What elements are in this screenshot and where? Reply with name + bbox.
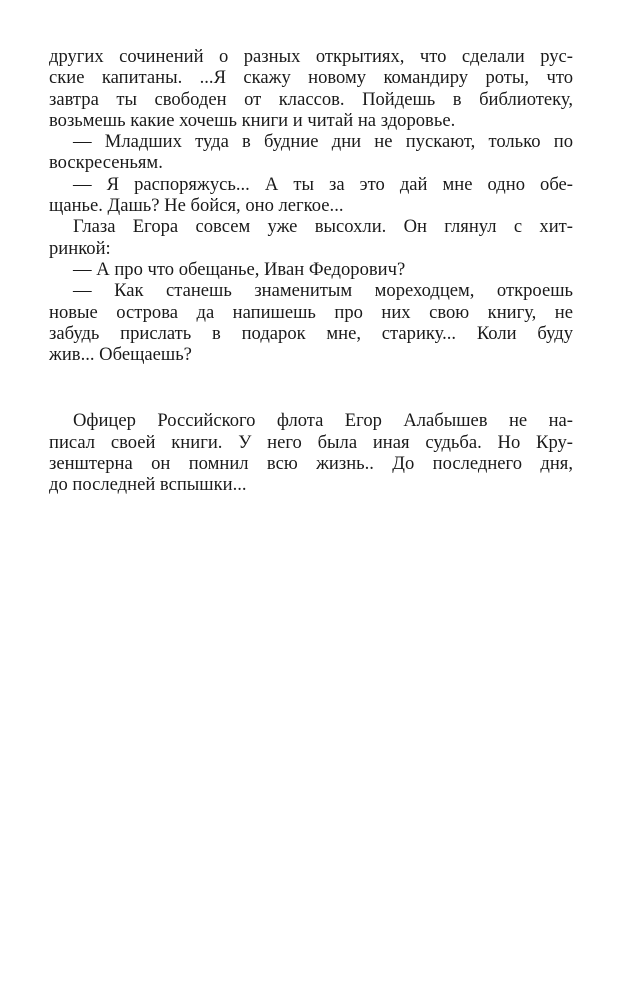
text-line: новые острова да напишешь про них свою книгу, не xyxy=(49,301,573,323)
text-block-epilogue xyxy=(49,410,573,495)
text-line: забудь прислать в подарок мне, старику... Коли буду xyxy=(49,322,573,344)
text-block-dialogue xyxy=(49,46,573,365)
text-line: ские капитаны. ...Я скажу новому командиру роты, что xyxy=(49,67,573,89)
text-line: Глаза Егора совсем уже высохли. Он глянул с хит- xyxy=(73,216,573,238)
book-page xyxy=(49,46,573,496)
text-line: возьмешь какие хочешь книги и читай на здоровье. xyxy=(49,109,456,131)
text-line: — Я распоряжусь... А ты за это дай мне одно обе- xyxy=(73,173,573,195)
text-line: — Младших туда в будние дни не пускают, только по xyxy=(73,131,573,153)
text-line: до последней вспышки... xyxy=(49,474,247,496)
text-line: — А про что обещанье, Иван Федорович? xyxy=(73,258,406,280)
text-line: жив... Обещаешь? xyxy=(49,344,192,366)
text-line: завтра ты свободен от классов. Пойдешь в библиотеку, xyxy=(49,88,573,110)
text-line: — Как станешь знаменитым мореходцем, откроешь xyxy=(73,280,573,302)
text-line: писал своей книги. У него была иная судьба. Но Кру- xyxy=(49,431,573,453)
section-break xyxy=(49,365,573,410)
text-line: других сочинений о разных открытиях, что сделали рус- xyxy=(49,46,573,67)
text-line: щанье. Дашь? Не бойся, оно легкое... xyxy=(49,195,344,217)
text-line: зенштерна он помнил всю жизнь.. До последнего дня, xyxy=(49,453,573,475)
text-line: Офицер Российского флота Егор Алабышев не на- xyxy=(73,410,573,432)
text-line: ринкой: xyxy=(49,237,111,259)
text-line: воскресеньям. xyxy=(49,152,163,174)
